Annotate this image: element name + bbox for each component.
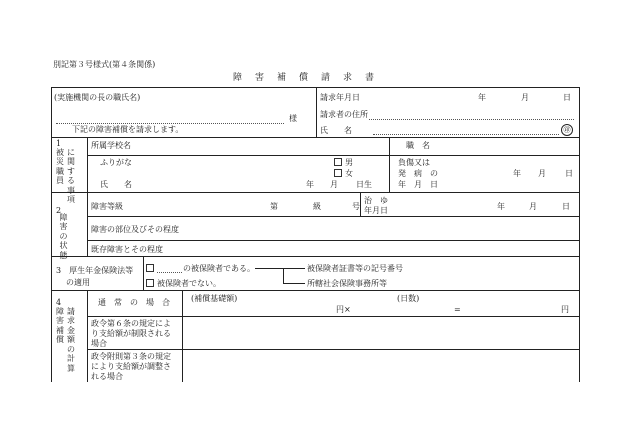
injury-label-2: 発 病 の — [398, 169, 438, 178]
section2-heading: 障害の状態 — [59, 213, 68, 260]
grade-kyu-label: 級 — [313, 202, 321, 211]
birth-day-label: 日生 — [356, 180, 372, 189]
insurance-type-field[interactable] — [157, 272, 182, 273]
injury-year-label: 年 — [513, 169, 521, 178]
yen-times-label: 円× — [336, 305, 351, 314]
request-month-label: 月 — [521, 93, 529, 102]
grade-go-label: 号 — [352, 202, 360, 211]
case3-line-2: により支給額が調整さ — [91, 362, 171, 371]
injury-month-label: 月 — [538, 169, 546, 178]
case2-line-2: り支給額が制限される — [91, 329, 171, 338]
gender-male-option[interactable]: 男 — [334, 158, 353, 167]
days-label: (日数) — [397, 294, 420, 303]
applicant-name-label: 氏 名 — [320, 126, 352, 135]
cure-month-label: 月 — [529, 202, 537, 211]
section3-label-2: の適用 — [66, 278, 90, 287]
school-name-label: 所属学校名 — [91, 141, 131, 150]
insured-checkbox[interactable] — [146, 264, 154, 272]
insured-option-label: の被保険者である。 — [183, 264, 255, 273]
case2-line-3: 場合 — [91, 339, 107, 348]
grade-dai-label: 第 — [270, 202, 278, 211]
insured-option[interactable] — [146, 264, 157, 273]
employee-name-label: 氏 名 — [100, 180, 132, 189]
not-insured-option[interactable]: 被保険者でない。 — [146, 279, 221, 288]
position-label: 職 名 — [406, 141, 430, 150]
section3-label-1: 3 厚生年金保険法等 — [56, 266, 134, 275]
equals-sign: = — [454, 305, 461, 314]
male-checkbox[interactable] — [334, 158, 342, 166]
section4-number: 4 — [56, 298, 62, 307]
furigana-label: ふりがな — [100, 158, 132, 167]
disability-grade-label: 障害等級 — [91, 202, 123, 211]
section4-heading-a: 障害補償 — [56, 307, 64, 345]
request-day-label: 日 — [563, 93, 571, 102]
birth-month-label: 月 — [330, 180, 338, 189]
form-number-label: 別記第３号様式(第４条関係) — [53, 60, 156, 69]
request-text: 下記の障害補償を請求します。 — [72, 125, 184, 134]
case3-line-3: れる場合 — [91, 372, 123, 381]
disability-part-label: 障害の部位及びその程度 — [91, 225, 179, 234]
section1-number: 1 — [56, 139, 62, 148]
insurance-number-label: 被保険者証書等の記号番号 — [307, 264, 403, 273]
birth-year-label: 年 — [306, 180, 314, 189]
applicant-name-field[interactable] — [373, 134, 559, 135]
address-label: 請求者の住所 — [320, 110, 368, 119]
cure-label-1: 治 ゆ — [364, 196, 388, 205]
sama-label: 様 — [289, 114, 297, 123]
yen-label: 円 — [561, 305, 569, 314]
not-insured-checkbox[interactable] — [146, 279, 154, 287]
request-date-label: 請求年月日 — [320, 93, 360, 102]
gender-female-option[interactable]: 女 — [334, 169, 353, 178]
request-year-label: 年 — [478, 93, 486, 102]
address-field[interactable] — [369, 119, 574, 120]
cure-day-label: 日 — [562, 202, 570, 211]
addressee-label: (実施機関の長の職氏名) — [54, 93, 141, 102]
addressee-line[interactable] — [56, 123, 284, 124]
case2-line-1: 政令第６条の規定によ — [91, 319, 171, 328]
social-insurance-office-label: 所轄社会保険事務所等 — [307, 279, 387, 288]
seal-icon: ㊞ — [561, 124, 573, 136]
section1-heading-a: 被災職員 — [56, 148, 64, 186]
normal-case-label: 通 常 の 場 合 — [98, 298, 170, 307]
case3-line-1: 政令附則第３条の規定 — [91, 352, 171, 361]
injury-day-label: 日 — [565, 169, 573, 178]
base-amount-label: (補償基礎額) — [191, 294, 238, 303]
injury-label-1: 負傷又は — [398, 158, 430, 167]
cure-year-label: 年 — [497, 202, 505, 211]
section2-number: 2 — [56, 206, 62, 215]
injury-label-3: 年 月 日 — [398, 180, 438, 189]
cure-label-2: 年月日 — [364, 206, 388, 215]
section1-heading-b: に関する事項 — [67, 148, 75, 205]
section4-heading-b: 請求金額の計算 — [67, 307, 75, 373]
page-title: 障害補償請求書 — [233, 73, 388, 83]
female-checkbox[interactable] — [334, 169, 342, 177]
existing-disability-label: 既存障害とその程度 — [91, 245, 163, 254]
